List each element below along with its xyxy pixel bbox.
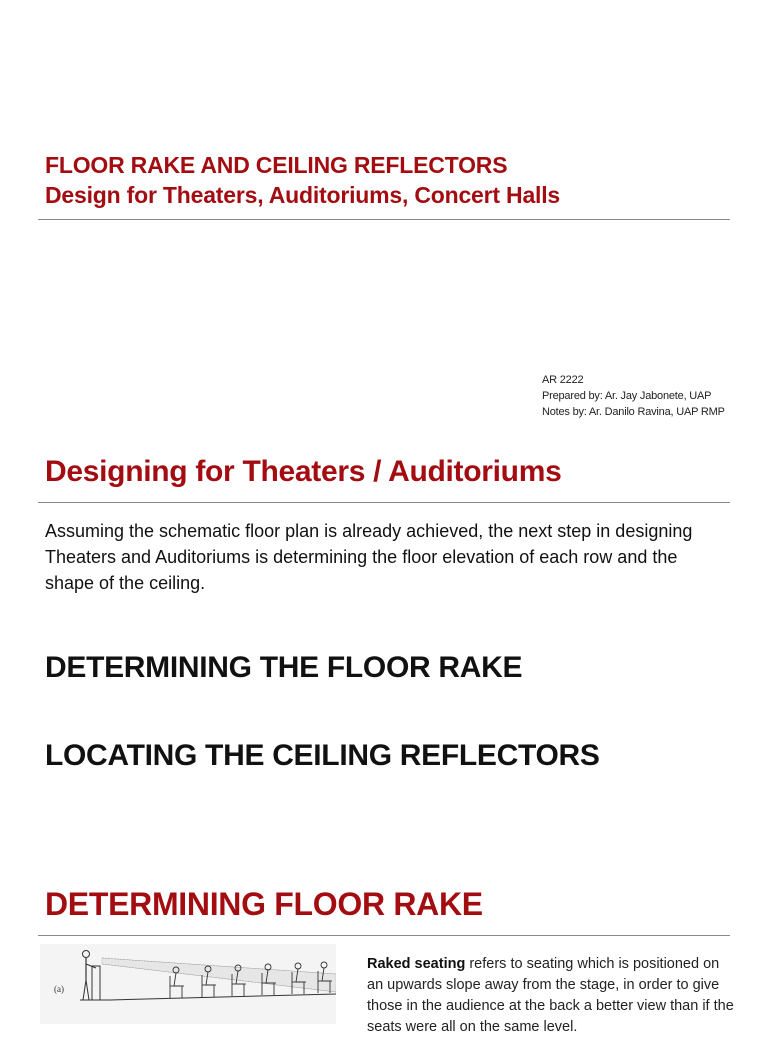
topic-ceiling-reflectors: LOCATING THE CEILING REFLECTORS xyxy=(45,739,600,772)
definition-text: refers to seating which is positioned on an upwards slope away from the stage, in order to give those in the audience at the back a better view than if the seats were all on the same level. xyxy=(367,956,734,1035)
course-code: AR 2222 xyxy=(542,374,584,386)
title-divider xyxy=(38,219,730,220)
intro-paragraph: Assuming the schematic floor plan is already achieved, the next step in designing Theaters and Auditoriums is determining the floor elevation of each row and the shape of the ceiling. xyxy=(45,521,693,593)
raked-seating-definition xyxy=(367,954,737,1038)
slide-credits xyxy=(542,372,725,420)
raked-seating-figure xyxy=(40,944,336,1024)
slide3-heading: DETERMINING FLOOR RAKE xyxy=(45,886,483,922)
topic-floor-rake: DETERMINING THE FLOOR RAKE xyxy=(45,651,523,684)
slide-title-line1: FLOOR RAKE AND CEILING REFLECTORS xyxy=(45,152,508,178)
notes-by: Notes by: Ar. Danilo Ravina, UAP RMP xyxy=(542,406,725,418)
slide-title-line2: Design for Theaters, Auditoriums, Concert Halls xyxy=(45,182,561,208)
term-raked-seating: Raked seating xyxy=(367,956,466,972)
prepared-by: Prepared by: Ar. Jay Jabonete, UAP xyxy=(542,390,712,402)
section-divider xyxy=(38,502,730,503)
section-heading: Designing for Theaters / Auditoriums xyxy=(45,455,562,488)
slide3-divider xyxy=(38,935,730,936)
figure-label: (a) xyxy=(54,984,64,994)
